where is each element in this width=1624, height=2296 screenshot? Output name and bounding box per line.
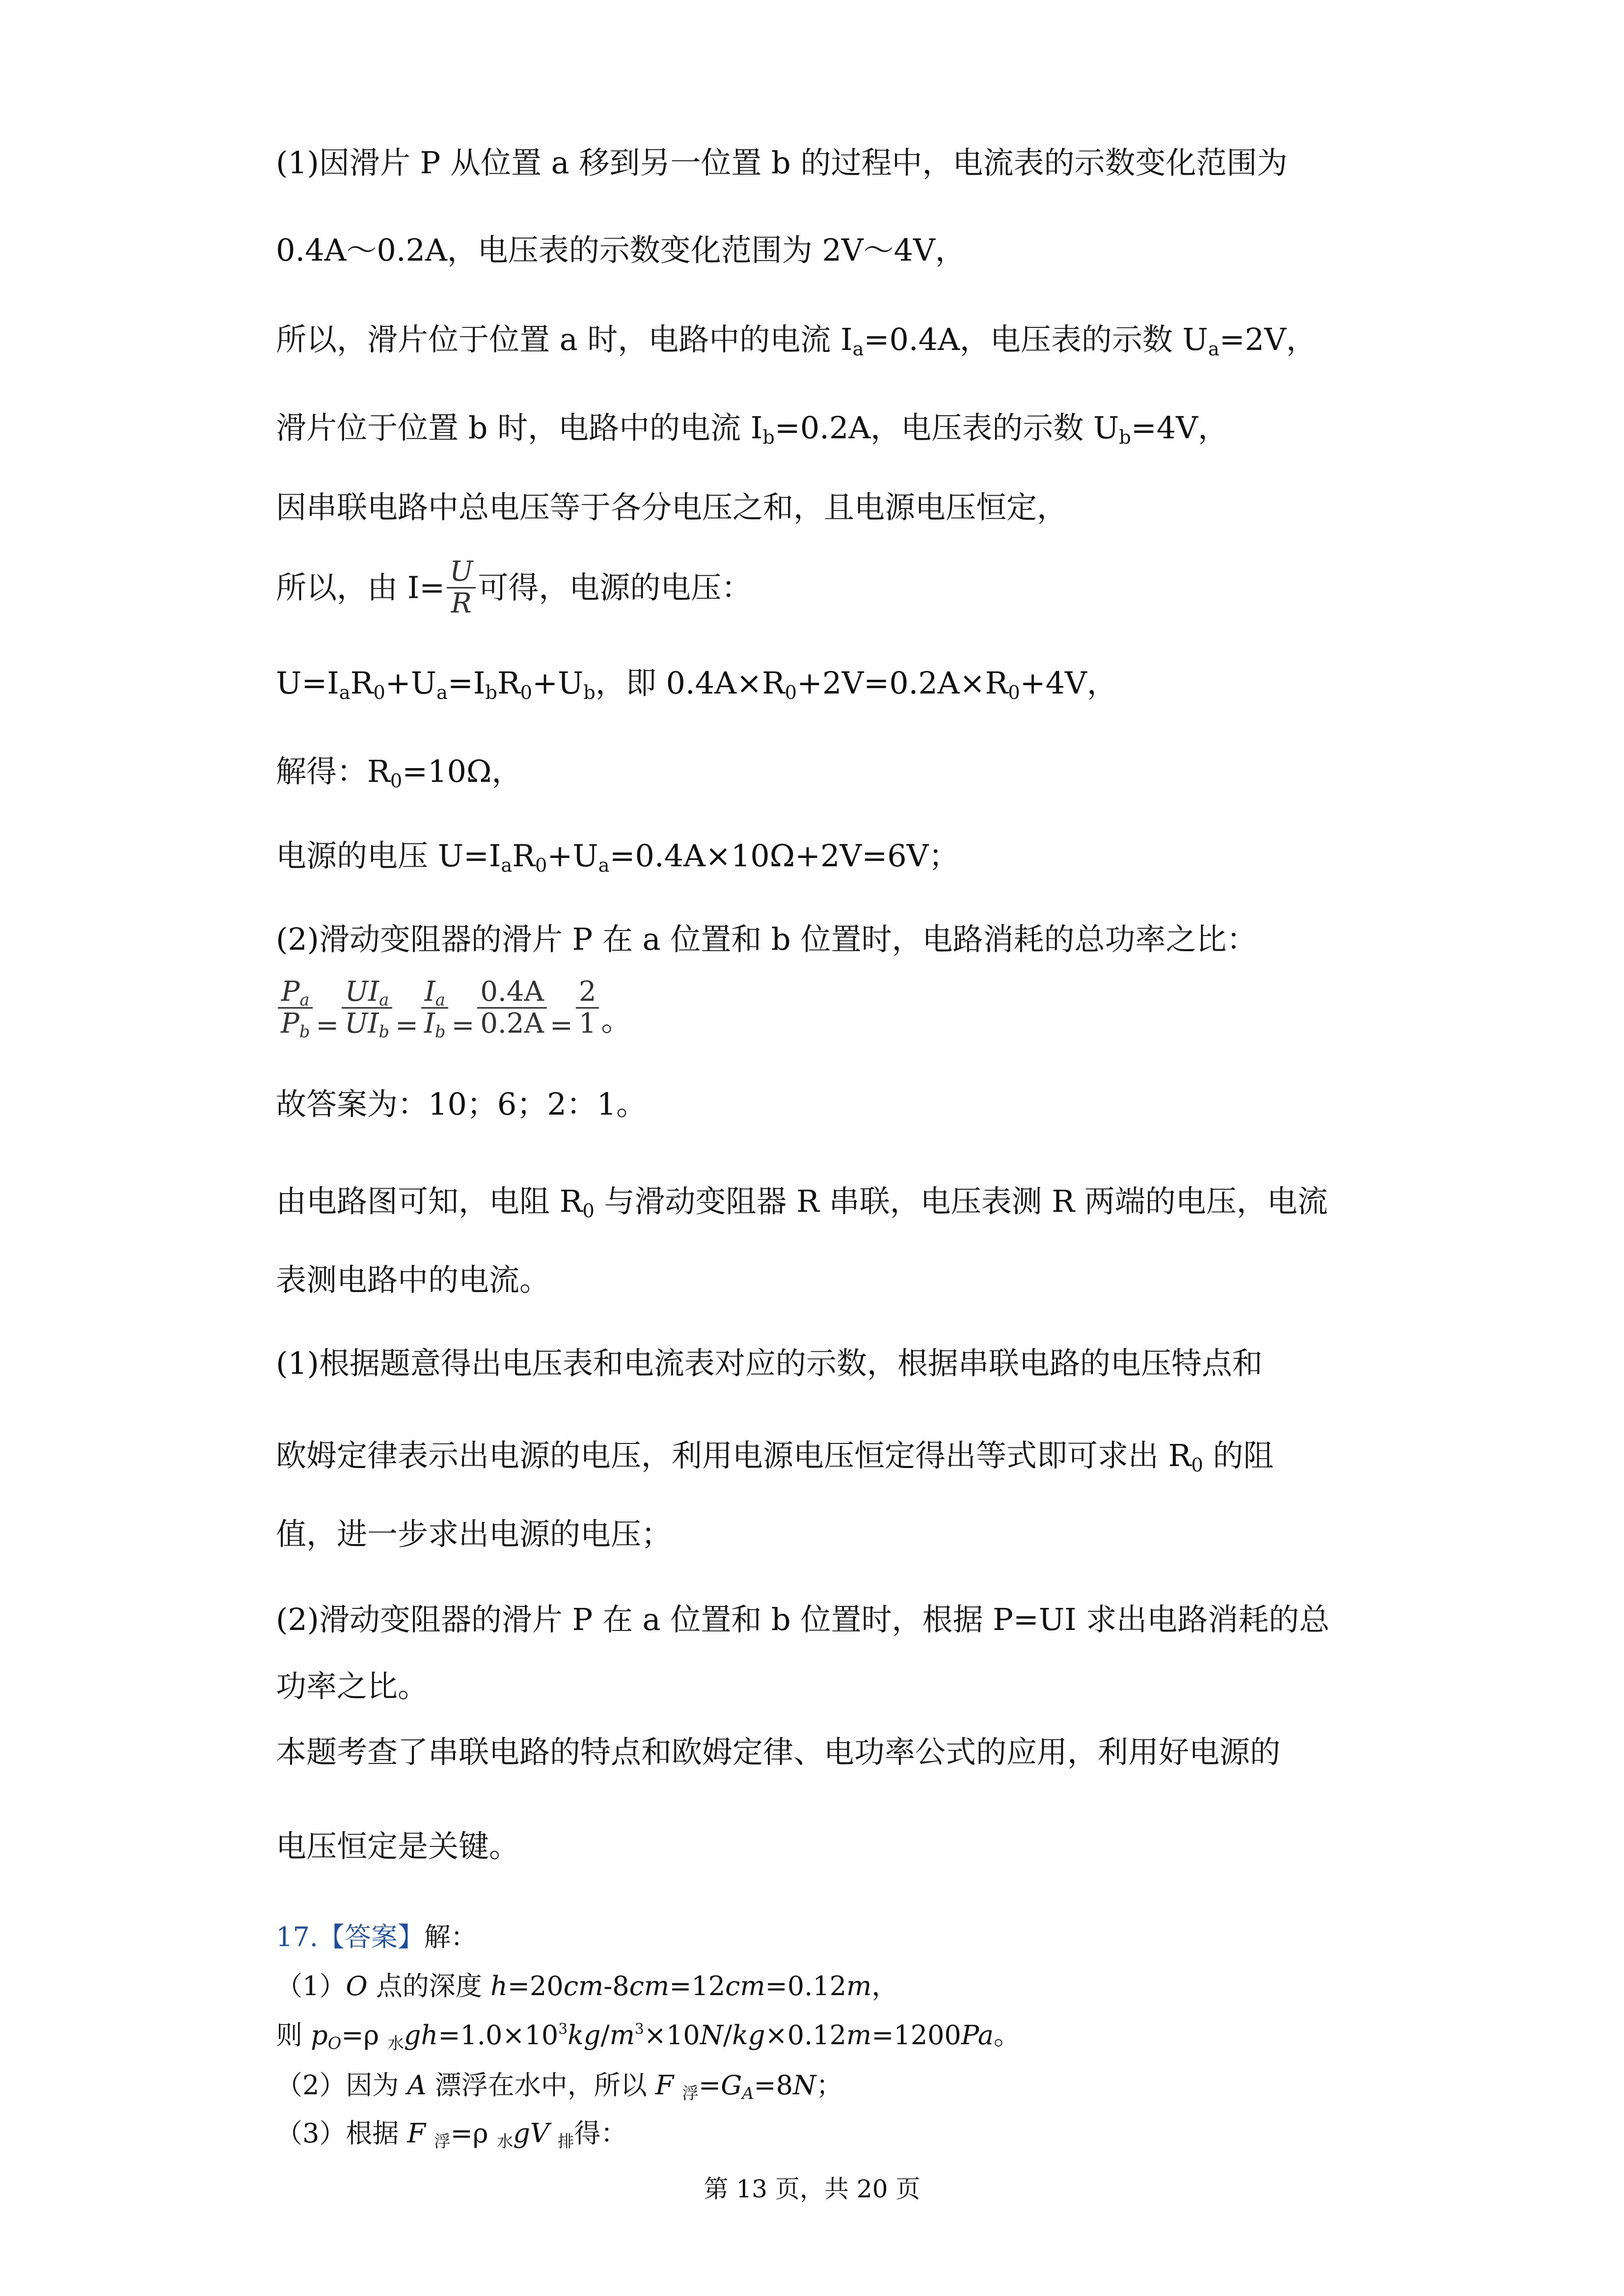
text-line: (1)根据题意得出电压表和电流表对应的示数，根据串联电路的电压特点和 [276,1345,1263,1381]
text-line: (1)因滑片 P 从位置 a 移到另一位置 b 的过程中，电流表的示数变化范围为 [276,145,1288,181]
text-line: $U=I_aR_0+U_a=I_bR_0+U_b$，即 $0.4A\times R_0+2V=0.2A\times R_0+4V$， [276,665,1117,704]
text-line: 功率之比。 [276,1668,429,1704]
page-footer: 第 13 页，共 20 页 [704,2175,920,2203]
text-line: (2)滑动变阻器的滑片 P 在 a 位置和 b 位置时，根据 P=UI 求出电路消耗的总 [276,1602,1330,1637]
text-line: 值，进一步求出电源的电压； [276,1516,672,1552]
text-line: (2)滑动变阻器的滑片 P 在 a 位置和 b 位置时，电路消耗的总功率之比： [276,921,1257,957]
text-line: 则 $p_O=\rho$ $_水gh=1.0\times 10^3kg/m^3\times 10N/kg\times 0.12m=1200Pa$。 [276,2020,1020,2053]
text-line: 所以，滑片位于位置 a 时，电路中的电流 $I_a=0.4A$，电压表的示数 $U_a=2V$， [276,321,1317,360]
text-line: 滑片位于位置 b 时，电路中的电流 $I_b=0.2A$，电压表的示数 $U_b=4V$， [276,410,1228,449]
text-line: 电压恒定是关键。 [276,1828,520,1864]
text-line: 表测电路中的电流。 [276,1262,550,1298]
text-line: 所以，由 I= $\frac{U}{R}$ 可得，电源的电压： [276,556,752,619]
text-line: 电源的电压 $U=I_aR_0+U_a=0.4A\times 10\Omega+2V=6V$； [276,838,959,877]
text-line: 由电路图可知，电阻 $R_0$ 与滑动变阻器 R 串联，电压表测 R 两端的电压，电流 [276,1183,1328,1222]
text-line: 解得：$R_0=10\Omega$， [276,753,522,792]
text-line: 欧姆定律表示出电源的电压，利用电源电压恒定得出等式即可求出 $R_0$ 的阻 [276,1438,1274,1476]
text-line: 0.4A～0.2A，电压表的示数变化范围为 2V～4V， [276,232,966,268]
answer-summary: 故答案为：10；6；2：1。 [276,1086,647,1122]
text-line: 因串联电路中总电压等于各分电压之和，且电源电压恒定， [276,489,1068,525]
text-line: （3）根据 F $_浮$=ρ $_水$gV $_排$得： [276,2118,627,2151]
answer-17-heading: 17.【答案】解： [276,1922,477,1952]
text-line: 本题考查了串联电路的特点和欧姆定律、电功率公式的应用，利用好电源的 [276,1734,1281,1770]
ohm-law-fraction: $\frac{U}{R}$ [447,557,476,619]
text-line: （1）O 点的深度 h=20cm-8cm=12cm=0.12m， [276,1971,898,2002]
text-line: （2）因为 A 漂浮在水中，所以 F $_浮=G_A=8N$； [276,2070,843,2103]
power-ratio-equation: $\frac{P_a}{P_b}$ = $\frac{UI_a}{UI_b}$ = $\frac{I_a}{I_b}$ = $\frac{0.4A}{0.2A}$ = $\frac{2}{1}$ 。 [276,977,631,1045]
